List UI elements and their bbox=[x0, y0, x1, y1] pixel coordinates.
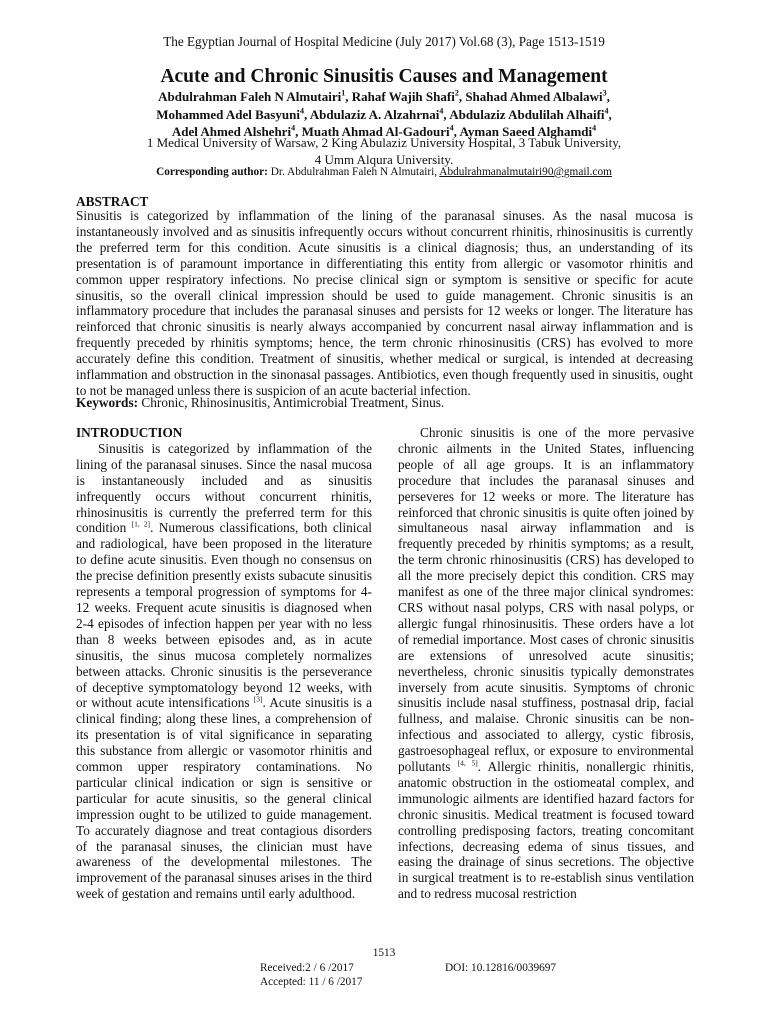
author-affiliation-mark: 4 bbox=[592, 123, 597, 133]
author-name: Adel Ahmed Alshehri bbox=[171, 124, 292, 140]
affiliations bbox=[60, 134, 708, 168]
abstract-heading: ABSTRACT bbox=[76, 194, 149, 209]
text-run: . Numerous classifications, both clinical and radiological, have been proposed in the literature to define acute sinusitis. Even though no consensus on the precise definition presently exists subacute sinusitis represents a temporal progression of symptoms for 4-12 weeks. Frequent acute sinusitis is diagnosed when 2-4 episodes of infection happen per year with no less than 8 weeks between episodes and, as in acute sinusitis, the sinus mucosa completely normalizes between attacks. Chronic sinusitis is the perseverance of deceptive symptomatology beyond 12 weeks, with or without acute intensifications bbox=[76, 520, 372, 711]
author-affiliation-mark: 3 bbox=[602, 88, 607, 98]
author-affiliation-mark: 4 bbox=[604, 106, 609, 116]
text-run: . Allergic rhinitis, nonallergic rhinitis, anatomic obstruction in the ostiomeatal complex, and immunologic ailments are identified hazard factors for chronic sinusitis. Medical treatment is focused toward controlling predisposing factors, treating concomitant infections, decreasing edema of sinus tissues, and easing the drainage of sinus secretions. The objective in surgical treatment is to re-establish sinus ventilation and to redress mucosal restriction bbox=[398, 759, 694, 902]
citation: [3] bbox=[253, 694, 263, 704]
page-number: 1513 bbox=[372, 947, 396, 959]
author-list: Abdulrahman Faleh N Almutairi$^1$, Rahaf Wajih Shafi$^2$, Shahad Ahmed Albalawi$^3$, Mohammed Adel Basyuni$^4$, Abdulaziz A. Alzahrnai$^4$, Abdulaziz Abdulilah Alhaifi$^4$, Adel Ahmed Alshehri$^4$, Muath Ahmad Al-Gadouri$^4$, Ayman Saeed Alghamdi$^4$ bbox=[156, 88, 612, 140]
citation: [4, 5] bbox=[457, 758, 478, 768]
accepted-date: Accepted: 11 / 6 /2017 bbox=[260, 976, 363, 988]
abstract-text: Sinusitis is categorized by inflammation of the lining of the paranasal sinuses. As the nasal mucosa is instantaneously involved and as sinusitis infrequently occurs without concurrent rhinitis, rhinosinusitis is currently the preferred term for this condition. Acute sinusitis is a clinical diagnosis; thus, an understanding of its presentation is of paramount importance in differentiating this entity from allergic or vasomotor rhinitis and common upper respiratory infections. No precise clinical sign or symptom is sensitive or specific for acute sinusitis, so the overall clinical impression should be used to guide management. Chronic sinusitis is an inflammatory procedure that includes the paranasal sinuses and persists for 12 weeks or longer. The literature has reinforced that chronic sinusitis is nearly always accompanied by concurrent nasal airway inflammation and is frequently preceded by rhinitis symptoms; hence, the term chronic rhinosinusitis (CRS) has evolved to more accurately define this condition. Treatment of sinusitis, whether medical or surgical, is intended at decreasing inflammation and obstruction in the sinonasal passages. Antibiotics, even though frequently used in sinusitis, ought to not be managed unless there is suspicion of an acute bacterial infection. bbox=[76, 208, 693, 398]
left-column bbox=[76, 425, 372, 902]
corresponding-author-label: Corresponding author: bbox=[156, 166, 268, 178]
author-affiliation-mark: 1 bbox=[341, 88, 346, 98]
author-affiliation-mark: 4 bbox=[439, 106, 444, 116]
affiliation-line: 1 Medical University of Warsaw, 2 King Abulaziz University Hospital, 3 Tabuk University, bbox=[146, 135, 622, 150]
author-name: Abdulaziz A. Alzahrnai bbox=[309, 106, 440, 122]
author-affiliation-mark: 4 bbox=[449, 123, 454, 133]
text-run: . Acute sinusitis is a clinical finding; along these lines, a comprehension of its presentation is of vital significance in separating this substance from allergic or vasomotor rhinitis and common upper respiratory contaminations. No particular clinical indication or sign is sensitive or particular for acute sinusitis, so the general clinical impression ought to be utilized to guide management. To accurately diagnose and treat contagious disorders of the paranasal sinuses, the clinician must have awareness of the developmental milestones. The improvement of the paranasal sinuses arises in the third week of gestation and remains until early adulthood. bbox=[76, 695, 372, 902]
author-name: Abdulaziz Abdulilah Alhaifi bbox=[449, 106, 605, 122]
author-name: Muath Ahmad Al-Gadouri bbox=[301, 124, 450, 140]
right-column bbox=[398, 425, 694, 902]
author-affiliation-mark: 2 bbox=[454, 88, 459, 98]
paper-title: Acute and Chronic Sinusitis Causes and Management bbox=[160, 66, 608, 87]
text-run: Sinusitis is categorized by inflammation of the lining of the paranasal sinuses. Since the nasal mucosa is instantaneously included and as sinusitis infrequently occurs without concurrent rhinitis, rhinosinusitis is currently the preferred term for this condition bbox=[76, 440, 372, 536]
author-name: Shahad Ahmed Albalawi bbox=[465, 89, 603, 104]
corresponding-author bbox=[40, 166, 728, 178]
received-date: Received:2 / 6 /2017 bbox=[260, 962, 354, 974]
corresponding-author-email[interactable]: Abdulrahmanalmutairi90@gmail.com bbox=[439, 166, 612, 178]
journal-header: The Egyptian Journal of Hospital Medicine (July 2017) Vol.68 (3), Page 1513-1519 bbox=[163, 34, 605, 49]
text-run: Chronic sinusitis is one of the more pervasive chronic ailments in the United States, influencing people of all age groups. It is an inflammatory procedure that includes the paranasal sinuses and perseveres for 12 weeks or more. The literature has reinforced that chronic sinusitis is quite often joined by simultaneous nasal airway inflammation and is frequently preceded by rhinitis symptoms; as a result, the term chronic rhinosinusitis (CRS) has developed to all the more precisely depict this condition. CRS may manifest as one of the three major clinical syndromes: CRS without nasal polyps, CRS with nasal polyps, or allergic fungal rhinosinusitis. These orders have a lot of remedial importance. Most cases of chronic sinusitis are extensions of unresolved acute sinusitis; nevertheless, chronic sinusitis typically demonstrates inversely from acute sinusitis. Symptoms of chronic sinusitis include nasal stuffiness, postnasal drip, facial fullness, and malaise. Chronic sinusitis can be non-infectious and associated to allergy, cystic fibrosis, gastroesophageal reflux, or exposure to environmental pollutants bbox=[398, 425, 694, 775]
affiliation-line: 4 Umm Alqura University. bbox=[314, 152, 454, 167]
author-name: Rahaf Wajih Shafi bbox=[351, 89, 455, 104]
author-affiliation-mark: 4 bbox=[291, 123, 296, 133]
author-affiliation-mark: 4 bbox=[299, 106, 304, 116]
citation: [1, 2] bbox=[131, 520, 151, 530]
keywords-list: Chronic, Rhinosinusitis, Antimicrobial Treatment, Sinus. bbox=[138, 395, 445, 410]
author-name: Ayman Saeed Alghamdi bbox=[459, 124, 593, 140]
intro-paragraph-2 bbox=[398, 425, 694, 902]
doi: DOI: 10.12816/0039697 bbox=[445, 962, 557, 974]
keywords bbox=[76, 395, 693, 411]
intro-paragraph-1 bbox=[76, 441, 372, 902]
introduction-heading: INTRODUCTION bbox=[76, 425, 183, 440]
author-name: Mohammed Adel Basyuni bbox=[156, 106, 300, 122]
corresponding-author-name: Dr. Abdulrahman Faleh N Almutairi, bbox=[267, 166, 440, 178]
author-name: Abdulrahman Faleh N Almutairi bbox=[158, 89, 342, 104]
keywords-label: Keywords: bbox=[76, 395, 139, 410]
